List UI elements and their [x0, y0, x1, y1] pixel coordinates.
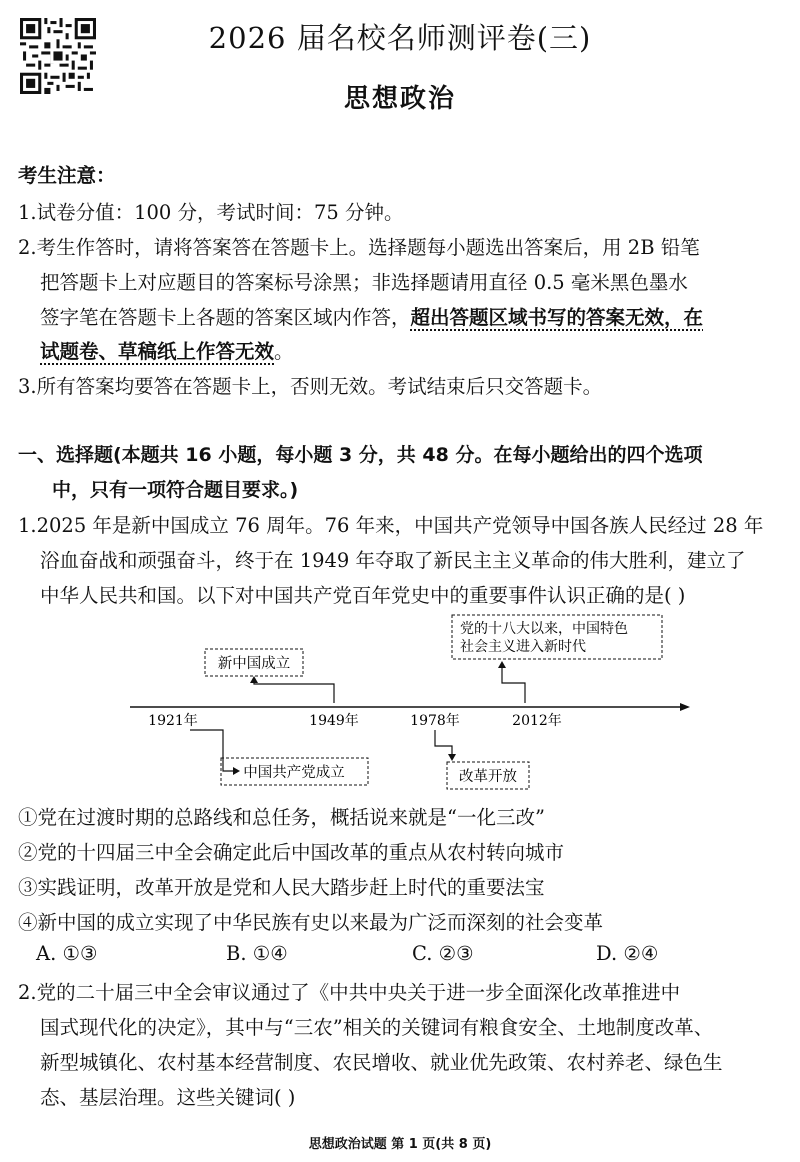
- subject-title: 思想政治: [343, 84, 456, 114]
- page-footer: 思想政治试题 第 1 页(共 8 页): [308, 1137, 492, 1152]
- connector-2012: [502, 665, 525, 703]
- q2-stem-line-4: 态、基层治理。这些关键词( ): [40, 1086, 296, 1109]
- option-c: C. ②③: [412, 942, 474, 965]
- event-new-china: 新中国成立: [217, 656, 291, 672]
- connector-1921: [190, 730, 236, 771]
- year-1978: 1978年: [410, 713, 460, 729]
- q2-stem-line-1: 2.党的二十届三中全会审议通过了《中共中央关于进一步全面深化改革推进中: [18, 981, 681, 1004]
- notice-period: 。: [274, 340, 294, 363]
- statement-2: ②党的十四届三中全会确定此后中国改革的重点从农村转向城市: [18, 841, 565, 864]
- connector-1921-arrow: [233, 767, 240, 775]
- exam-title: 2026 届名校名师测评卷(三): [208, 21, 592, 55]
- year-1921: 1921年: [148, 713, 198, 729]
- section-heading-line-2: 中，只有一项符合题目要求。): [52, 479, 299, 501]
- connector-1978: [435, 730, 452, 756]
- timeline-arrowhead: [680, 703, 690, 711]
- event-party-founding: 中国共产党成立: [243, 765, 345, 781]
- notice-item-3: 3.所有答案均要答在答题卡上，否则无效。考试结束后只交答题卡。: [18, 375, 603, 398]
- notice-item-2-line-2: 把答题卡上对应题目的答案标号涂黑；非选择题请用直径 0.5 毫米黑色墨水: [40, 271, 688, 294]
- q1-stem-line-2: 浴血奋战和顽强奋斗，终于在 1949 年夺取了新民主主义革命的伟大胜利，建立了: [40, 549, 746, 572]
- timeline-diagram: [130, 610, 700, 800]
- notice-item-2-line-3: [40, 302, 703, 330]
- q1-stem-line-3: 中华人民共和国。以下对中国共产党百年党史中的重要事件认识正确的是( ): [40, 584, 686, 607]
- statement-1: ①党在过渡时期的总路线和总任务，概括说来就是“一化三改”: [18, 806, 545, 829]
- connector-1949: [254, 678, 334, 703]
- notice-heading: 考生注意：: [18, 164, 116, 187]
- section-heading-line-1: 一、选择题(本题共 16 小题，每小题 3 分，共 48 分。在每小题给出的四个选项: [18, 444, 703, 466]
- notice-item-2-line-4: [40, 336, 294, 364]
- connector-1978-arrow: [448, 754, 456, 761]
- option-b: B. ①④: [226, 942, 288, 965]
- event-new-era-line-2: 社会主义进入新时代: [460, 639, 586, 655]
- statement-4: ④新中国的成立实现了中华民族有史以来最为广泛而深刻的社会变革: [18, 911, 604, 934]
- event-reform: 改革开放: [459, 769, 517, 785]
- option-a: A. ①③: [36, 942, 98, 965]
- statement-3: ③实践证明，改革开放是党和人民大踏步赶上时代的重要法宝: [18, 876, 545, 899]
- connector-1949-arrow: [250, 676, 258, 683]
- notice-emphasis-text-2: 试题卷、草稿纸上作答无效: [40, 340, 275, 363]
- notice-plain-text: 签字笔在答题卡上各题的答案区域内作答，: [40, 306, 411, 329]
- option-d: D. ②④: [596, 942, 659, 965]
- notice-item-2-line-1: 2.考生作答时，请将答案答在答题卡上。选择题每小题选出答案后，用 2B 铅笔: [18, 236, 700, 259]
- event-new-era-line-1: 党的十八大以来，中国特色: [460, 621, 628, 637]
- q1-stem-line-1: 1.2025 年是新中国成立 76 周年。76 年来，中国共产党领导中国各族人民经过 28 年: [18, 514, 764, 537]
- notice-item-1: 1.试卷分值：100 分，考试时间：75 分钟。: [18, 201, 404, 224]
- q2-stem-line-2: 国式现代化的决定》，其中与“三农”相关的关键词有粮食安全、土地制度改革、: [40, 1016, 714, 1039]
- year-1949: 1949年: [309, 713, 359, 729]
- q2-stem-line-3: 新型城镇化、农村基本经营制度、农民增收、就业优先政策、农村养老、绿色生: [40, 1051, 723, 1074]
- connector-2012-arrow: [498, 661, 506, 668]
- notice-emphasis-text: 超出答题区域书写的答案无效，在: [410, 306, 704, 329]
- year-2012: 2012年: [512, 713, 562, 729]
